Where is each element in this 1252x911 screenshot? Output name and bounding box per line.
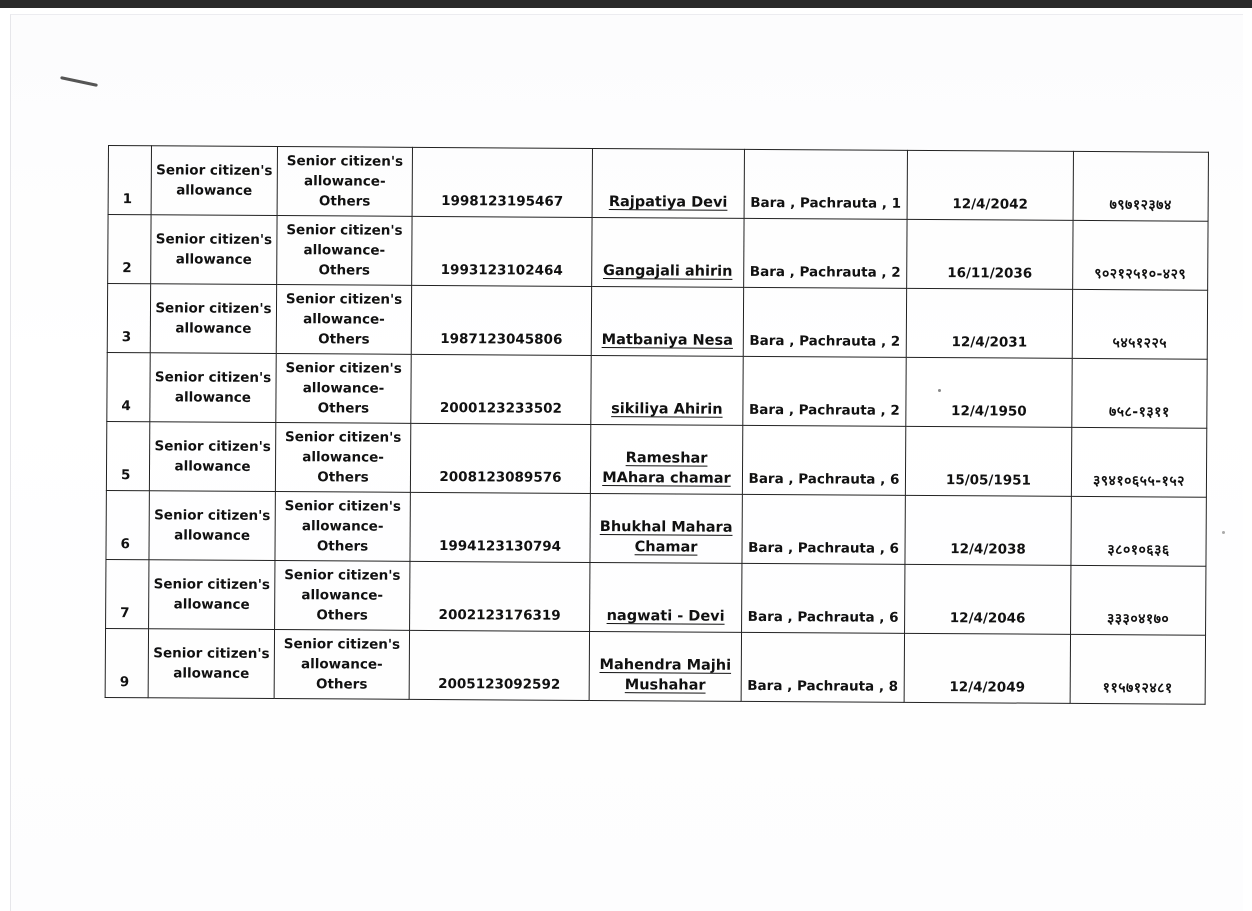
beneficiary-name: Rameshar MAhara chamar (602, 450, 731, 487)
allowance-type-cell (151, 215, 277, 285)
registration-number-cell (1071, 565, 1206, 635)
beneficiary-name-cell (589, 631, 741, 701)
row-number: 1 (122, 191, 133, 208)
registration-number-cell (1071, 496, 1206, 566)
beneficiary-name-cell (591, 286, 743, 356)
row-number-cell (107, 284, 150, 353)
allowance-subtype: Senior citizen's allowance-Others (286, 153, 404, 210)
citizen-id: 2008123089576 (439, 469, 562, 486)
row-number: 4 (121, 398, 131, 415)
row-number: 5 (120, 467, 131, 484)
address-cell (744, 218, 907, 288)
row-number: 6 (120, 536, 131, 553)
registration-number: ७५८-१३११ (1108, 404, 1170, 421)
scan-top-edge (0, 0, 1252, 8)
address: Bara , Pachrauta , 2 (748, 401, 900, 419)
allowance-type-cell (149, 422, 275, 492)
date-cell (905, 564, 1071, 634)
address: Bara , Pachrauta , 6 (747, 608, 899, 626)
row-number: 2 (122, 260, 132, 277)
citizen-id-cell (412, 147, 592, 217)
registration-number-cell (1073, 220, 1208, 290)
registration-number-cell (1071, 427, 1206, 497)
address-cell (743, 287, 906, 357)
allowance-subtype: Senior citizen's allowance-Others (285, 291, 403, 348)
allowance-type: Senior citizen's allowance (154, 369, 272, 406)
allowance-subtype-cell (277, 216, 412, 286)
allowance-subtype: Senior citizen's allowance-Others (285, 360, 402, 417)
address: Bara , Pachrauta , 6 (748, 539, 900, 557)
beneficiary-name-cell (590, 562, 742, 632)
table-row (106, 421, 1206, 497)
row-number-cell (108, 215, 151, 284)
beneficiary-table (105, 145, 1209, 705)
beneficiary-name-cell (592, 148, 744, 218)
allowance-subtype-cell (275, 561, 410, 631)
date-cell (906, 357, 1072, 427)
row-number-cell (108, 146, 151, 215)
allowance-subtype: Senior citizen's allowance-Others (285, 429, 402, 486)
row-number: 7 (120, 605, 130, 622)
address: Bara , Pachrauta , 2 (749, 263, 901, 281)
citizen-id-cell (410, 561, 590, 631)
address: Bara , Pachrauta , 2 (749, 332, 901, 350)
date: 12/4/2031 (951, 334, 1028, 351)
beneficiary-name: Bhukhal Mahara Chamar (599, 519, 733, 556)
address-cell (743, 356, 906, 426)
registration-number-cell (1070, 634, 1205, 704)
row-number-cell (106, 559, 149, 628)
allowance-subtype-cell (276, 285, 411, 355)
allowance-subtype-cell (274, 630, 409, 700)
row-number-cell (105, 628, 148, 697)
registration-number: ५४५१२२५ (1112, 335, 1168, 352)
date: 12/4/2049 (949, 679, 1026, 696)
date-cell (907, 150, 1073, 220)
allowance-type-cell (150, 284, 276, 354)
allowance-type: Senior citizen's allowance (153, 576, 270, 613)
table-row (106, 490, 1206, 566)
citizen-id-cell (410, 423, 590, 493)
registration-number: ३८०१०६३६ (1107, 542, 1170, 559)
citizen-id: 1987123045806 (440, 331, 563, 348)
allowance-type: Senior citizen's allowance (156, 162, 273, 199)
row-number: 3 (121, 329, 132, 346)
allowance-type: Senior citizen's allowance (155, 231, 273, 268)
citizen-id: 2005123092592 (438, 676, 561, 693)
row-number-cell (106, 490, 149, 559)
address: Bara , Pachrauta , 6 (748, 470, 900, 488)
allowance-type-cell (150, 353, 276, 423)
date-cell (907, 219, 1073, 289)
beneficiary-name-cell (590, 424, 742, 494)
registration-number: ११५७१२४८१ (1102, 680, 1173, 697)
date-cell (905, 495, 1071, 565)
allowance-type: Senior citizen's allowance (155, 300, 272, 337)
date: 12/4/2042 (952, 196, 1029, 213)
registration-number-cell (1072, 289, 1207, 359)
table-body (105, 146, 1208, 705)
allowance-type: Senior citizen's allowance (154, 438, 271, 475)
table-row (105, 628, 1205, 704)
allowance-type-cell (151, 146, 277, 216)
date: 12/4/2046 (949, 610, 1026, 627)
beneficiary-name: sikiliya Ahirin (611, 401, 723, 418)
allowance-subtype: Senior citizen's allowance-Others (284, 567, 401, 624)
citizen-id: 2000123233502 (439, 400, 563, 417)
citizen-id-cell (412, 216, 592, 286)
address: Bara , Pachrauta , 1 (750, 194, 902, 212)
date-cell (906, 288, 1072, 358)
scan-speck (1222, 531, 1225, 534)
address-cell (742, 563, 905, 633)
allowance-subtype: Senior citizen's allowance-Others (283, 636, 401, 693)
table-row (108, 146, 1208, 222)
table-row (108, 215, 1208, 291)
citizen-id-cell (410, 492, 590, 562)
allowance-subtype-cell (277, 147, 412, 217)
address-cell (744, 149, 907, 219)
allowance-type-cell (149, 491, 275, 561)
beneficiary-name-cell (591, 355, 743, 425)
beneficiary-name: Mahendra Majhi Mushahar (599, 657, 732, 694)
registration-number: ३९४१०६५५-१५२ (1092, 473, 1185, 490)
row-number-cell (107, 352, 150, 421)
allowance-subtype-cell (275, 492, 410, 562)
registration-number-cell (1072, 358, 1207, 428)
citizen-id-cell (411, 354, 591, 424)
citizen-id: 2002123176319 (438, 607, 561, 624)
citizen-id: 1998123195467 (441, 193, 564, 210)
beneficiary-name: Rajpatiya Devi (608, 194, 728, 211)
address: Bara , Pachrauta , 8 (747, 677, 899, 695)
address-cell (741, 632, 904, 702)
table-row (107, 352, 1207, 428)
allowance-type-cell (148, 629, 274, 699)
row-number: 9 (119, 674, 130, 691)
citizen-id-cell (411, 285, 591, 355)
address-cell (742, 494, 905, 564)
date: 12/4/2038 (950, 541, 1026, 558)
allowance-type: Senior citizen's allowance (154, 507, 271, 544)
table-row (106, 559, 1206, 635)
date: 16/11/2036 (947, 265, 1033, 282)
citizen-id: 1994123130794 (438, 538, 562, 555)
beneficiary-name: Matbaniya Nesa (601, 332, 734, 349)
table-row (107, 284, 1207, 360)
registration-number: ७९७१२३७४ (1109, 197, 1172, 214)
allowance-subtype: Senior citizen's allowance-Others (286, 222, 403, 279)
allowance-subtype: Senior citizen's allowance-Others (284, 498, 401, 555)
date: 12/4/1950 (951, 403, 1027, 420)
row-number-cell (106, 421, 149, 490)
allowance-subtype-cell (275, 423, 410, 493)
allowance-type-cell (149, 560, 275, 630)
beneficiary-name: Gangajali ahirin (602, 263, 733, 280)
allowance-type: Senior citizen's allowance (153, 645, 270, 682)
beneficiary-name-cell (590, 493, 742, 563)
citizen-id-cell (409, 630, 589, 700)
beneficiary-name: nagwati - Devi (606, 608, 725, 625)
registration-number: ९०२१२५१०-४२९ (1094, 266, 1187, 283)
date-cell (904, 633, 1070, 703)
address-cell (742, 425, 905, 495)
citizen-id: 1993123102464 (440, 262, 563, 279)
beneficiary-name-cell (592, 217, 744, 287)
registration-number: ३३३०४१७० (1106, 611, 1170, 628)
date: 15/05/1951 (945, 472, 1032, 489)
allowance-subtype-cell (276, 354, 411, 424)
date-cell (905, 426, 1071, 496)
registration-number-cell (1073, 151, 1208, 221)
